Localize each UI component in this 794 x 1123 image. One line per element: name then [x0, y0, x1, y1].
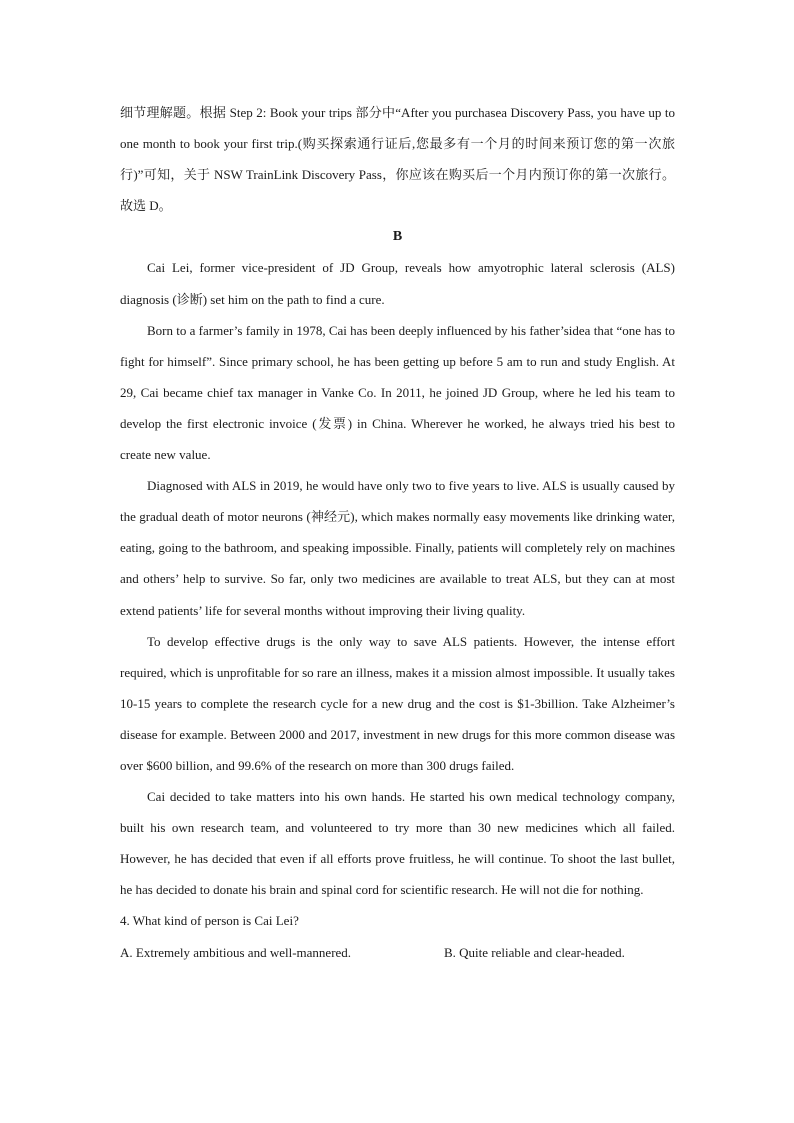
- question-text: 4. What kind of person is Cai Lei?: [120, 913, 299, 929]
- option-b: B. Quite reliable and clear-headed.: [444, 944, 625, 960]
- passage-paragraph-3: Diagnosed with ALS in 2019, he would have only two to five years to live. ALS is usually caused by the gradual death of motor neurons (神经元), which makes normally easy movements like drinking water, eating, going to the bathroom, and speaking impossible. Finally, patients will completely rely on machines and others’ help to survive. So far, only two medicines are available to treat ALS, but they can at most extend patients’ life for several months without improving their living quality.: [120, 478, 675, 618]
- option-a: A. Extremely ambitious and well-mannered.: [120, 944, 352, 960]
- answer-options: [120, 937, 675, 968]
- answer-explanation: 细节理解题。根据 Step 2: Book your trips 部分中“After you purchasea Discovery Pass, you have up to one month to book your first trip.(购买探索通行证后,您最多有一个月的时间来预订您的第一次旅行)”可知，关于 NSW TrainLink Discovery Pass，你应该在购买后一个月内预订你的第一次旅行。故选 D。: [120, 105, 675, 214]
- passage-paragraph-5: Cai decided to take matters into his own hands. He started his own medical technology company, built his own research team, and volunteered to try more than 30 new medicines which all failed. However, he has decided that even if all efforts prove fruitless, he will continue. To shoot the last bullet, he has decided to donate his brain and spinal cord for scientific research. He will not die for nothing.: [120, 789, 675, 898]
- section-heading: B: [392, 229, 403, 245]
- passage-paragraph-1: Cai Lei, former vice-president of JD Group, reveals how amyotrophic lateral sclerosis (ALS) diagnosis (诊断) set him on the path to find a cure.: [120, 260, 675, 307]
- passage-paragraph-4: To develop effective drugs is the only way to save ALS patients. However, the intense effort required, which is unprofitable for so rare an illness, makes it a mission almost impossible. It usually takes 10-15 years to complete the research cycle for a new drug and the cost is $1-3billion. Take Alzheimer’s disease for example. Between 2000 and 2017, investment in new drugs for this more common disease was over $600 billion, and 99.6% of the research on more than 300 drugs failed.: [120, 633, 675, 773]
- document-page: [120, 97, 675, 968]
- passage-paragraph-2: Born to a farmer’s family in 1978, Cai has been deeply influenced by his father’sidea that “one has to fight for himself”. Since primary school, he has been getting up before 5 am to run and study English. At 29, Cai became chief tax manager in Vanke Co. In 2011, he joined JD Group, where he led his team to develop the first electronic invoice (发票) in China. Wherever he worked, he always tried his best to create new value.: [120, 322, 675, 463]
